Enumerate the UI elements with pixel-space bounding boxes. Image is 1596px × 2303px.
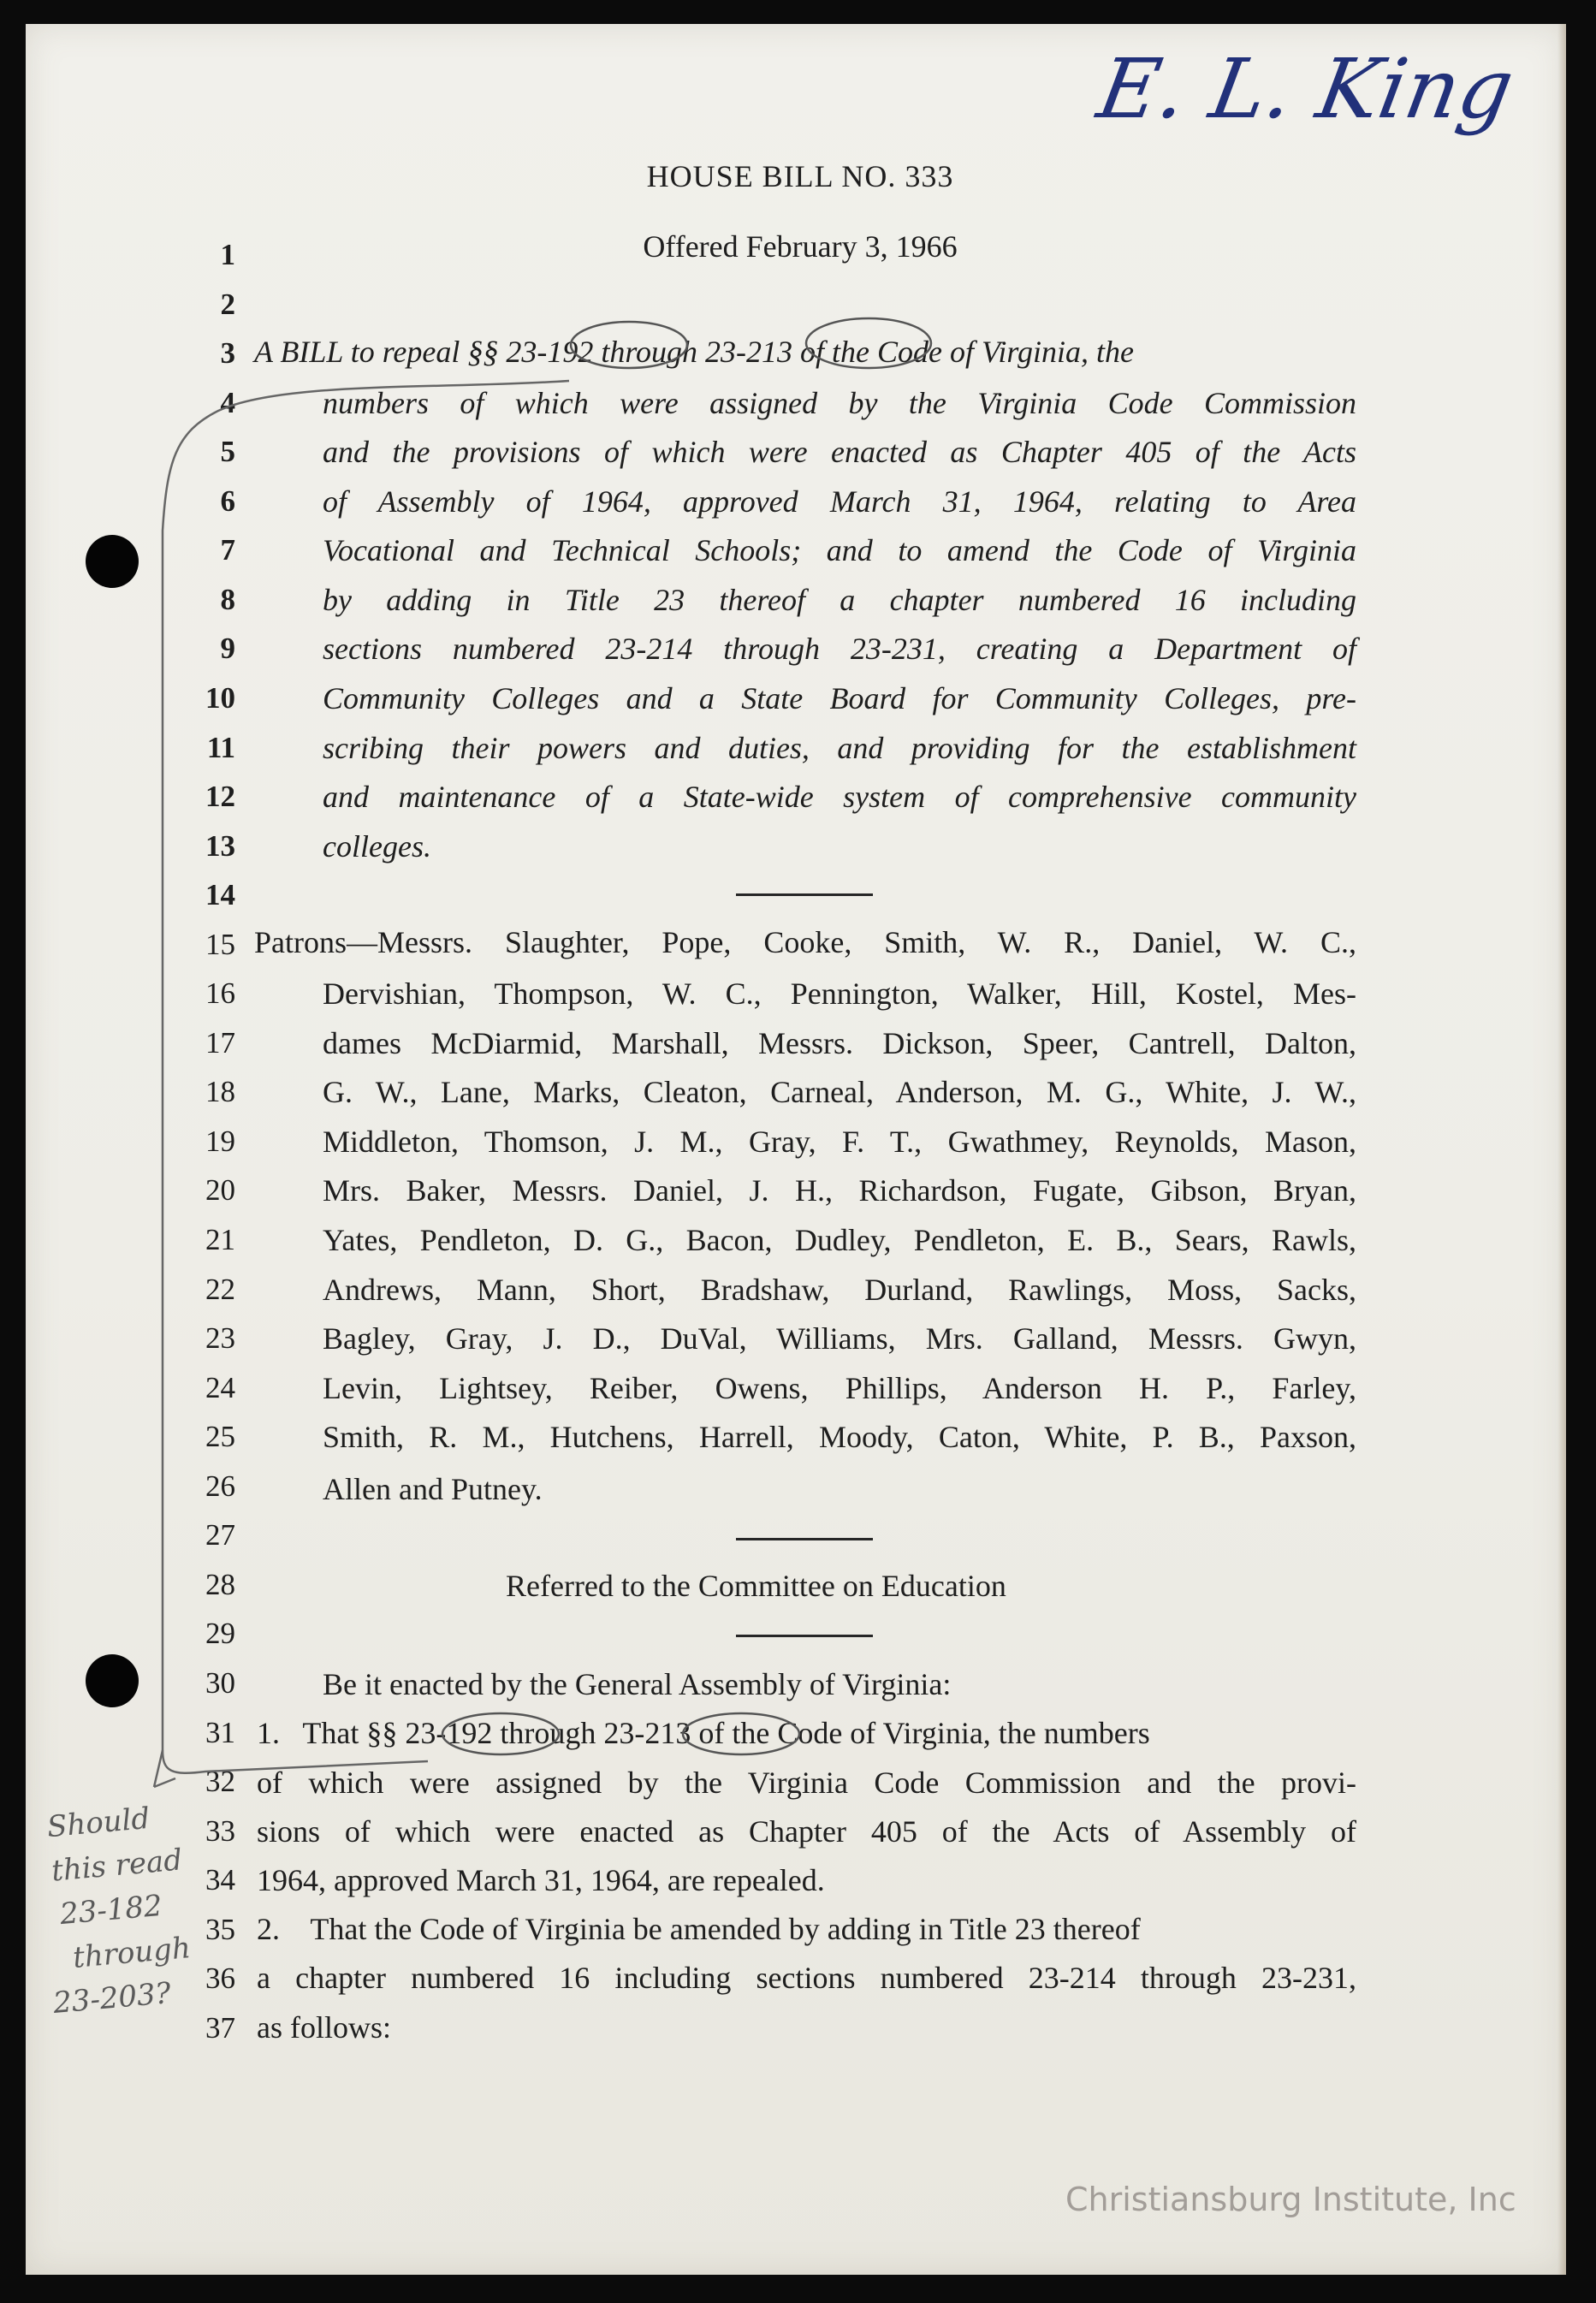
bill-title: HOUSE BILL NO. 333 bbox=[646, 159, 954, 193]
line-number: 26 bbox=[205, 1469, 235, 1503]
enact-line-32: of which were assigned by the Virginia Code Commission and the provi- bbox=[257, 1766, 1356, 1800]
line-number: 7 bbox=[220, 533, 235, 567]
bill-line: of Assembly of 1964, approved March 31, 1964, relating to Area bbox=[323, 484, 1356, 519]
bill-suffix: of the Code of Virginia, the bbox=[800, 335, 1134, 369]
patrons-line: G. W., Lane, Marks, Cleaton, Carneal, Anderson, M. G., White, J. W., bbox=[323, 1075, 1356, 1110]
handwritten-signature: E. L. King bbox=[1091, 41, 1521, 137]
pencil-bracket-line bbox=[163, 381, 569, 1773]
bill-line: numbers of which were assigned by the Virginia Code Commission bbox=[323, 385, 1356, 420]
circle-ref-23-213-second bbox=[683, 1713, 799, 1754]
patrons-line: Levin, Lightsey, Reiber, Owens, Phillips, Anderson H. P., Farley, bbox=[323, 1370, 1356, 1405]
bill-line: colleges. bbox=[323, 828, 431, 864]
offered-date: Offered February 3, 1966 bbox=[643, 229, 958, 264]
enact-line-36: a chapter numbered 16 including sections numbered 23-214 through 23-231, bbox=[257, 1961, 1356, 1995]
line-number: 8 bbox=[220, 582, 235, 616]
margin-note-1: Should bbox=[45, 1801, 151, 1845]
enact-line-37: as follows: bbox=[257, 2010, 391, 2045]
margin-note-5: 23-203? bbox=[51, 1976, 173, 2021]
line-number: 24 bbox=[205, 1370, 235, 1404]
line-number: 10 bbox=[205, 680, 235, 715]
line-number: 37 bbox=[205, 2010, 235, 2045]
patrons-line: Dervishian, Thompson, W. C., Pennington, Walker, Hill, Kostel, Mes- bbox=[323, 976, 1356, 1012]
bill-line: by adding in Title 23 thereof a chapter numbered 16 including bbox=[323, 582, 1356, 617]
line-number: 32 bbox=[205, 1765, 235, 1799]
line-number: 1 bbox=[220, 238, 235, 271]
pencil-arrow bbox=[154, 1750, 175, 1787]
line-number: 19 bbox=[205, 1124, 235, 1158]
line-number: 14 bbox=[205, 878, 235, 912]
line-number: 21 bbox=[205, 1223, 235, 1256]
line-number: 23 bbox=[205, 1321, 235, 1356]
watermark: Christiansburg Institute, Inc bbox=[1065, 2181, 1516, 2218]
line-number: 33 bbox=[205, 1813, 235, 1848]
line-number: 9 bbox=[220, 632, 235, 666]
line-number: 4 bbox=[220, 385, 235, 419]
patrons-line: Yates, Pendleton, D. G., Bacon, Dudley, Pendleton, E. B., Sears, Rawls, bbox=[323, 1223, 1356, 1257]
patrons-line: Smith, R. M., Hutchens, Harrell, Moody, Caton, White, P. B., Paxson, bbox=[323, 1420, 1356, 1455]
line-number: 22 bbox=[205, 1272, 235, 1306]
circle-ref-23-192 bbox=[571, 322, 687, 368]
line-number: 18 bbox=[205, 1075, 235, 1109]
line-number: 34 bbox=[205, 1863, 235, 1897]
line-number: 29 bbox=[205, 1617, 235, 1651]
line-number: 11 bbox=[206, 730, 235, 764]
line-number: 31 bbox=[205, 1715, 235, 1749]
section-number: 1. bbox=[257, 1716, 280, 1750]
line-number: 3 bbox=[220, 336, 235, 371]
bill-line: scribing their powers and duties, and providing for the establishment bbox=[323, 730, 1356, 765]
circle-ref-23-192-second bbox=[442, 1713, 559, 1754]
enactment-intro: Be it enacted by the General Assembly of Virginia: bbox=[323, 1667, 952, 1701]
patrons-line: dames McDiarmid, Marshall, Messrs. Dickson, Speer, Cantrell, Dalton, bbox=[323, 1025, 1356, 1060]
line-number: 25 bbox=[205, 1420, 235, 1454]
line-number: 12 bbox=[205, 780, 235, 814]
margin-note-4: through bbox=[71, 1931, 193, 1975]
line-number: 35 bbox=[205, 1912, 235, 1946]
line-number: 6 bbox=[220, 484, 235, 518]
patrons-line-15: Patrons—Messrs. Slaughter, Pope, Cooke, Smith, W. R., Daniel, W. C., bbox=[254, 925, 1356, 959]
enact-prefix: That §§ bbox=[302, 1716, 398, 1750]
bill-line: and the provisions of which were enacted as Chapter 405 of the Acts bbox=[323, 435, 1356, 470]
code-ref-23-213: 23-213 bbox=[705, 335, 793, 369]
line-number: 5 bbox=[220, 435, 235, 469]
patrons-line: Middleton, Thomson, J. M., Gray, F. T., Gwathmey, Reynolds, Mason, bbox=[323, 1124, 1356, 1159]
patrons-last: Allen and Putney. bbox=[323, 1472, 543, 1506]
bill-line: Community Colleges and a State Board for Community Colleges, pre- bbox=[323, 680, 1356, 715]
patrons-line: Mrs. Baker, Messrs. Daniel, J. H., Richardson, Fugate, Gibson, Bryan, bbox=[323, 1173, 1356, 1208]
bill-prefix: A BILL to repeal §§ bbox=[254, 335, 499, 369]
code-ref-23-213-second: 23-213 bbox=[603, 1716, 691, 1750]
enact-line-34: 1964, approved March 31, 1964, are repealed. bbox=[257, 1863, 825, 1897]
enact-through: through bbox=[500, 1716, 596, 1750]
line-number: 30 bbox=[205, 1665, 235, 1700]
bill-line: Vocational and Technical Schools; and to amend the Code of Virginia bbox=[323, 533, 1356, 568]
line-number: 20 bbox=[205, 1173, 235, 1208]
margin-note-3: 23-182 bbox=[58, 1888, 164, 1932]
enact-suffix: of the Code of Virginia, the numbers bbox=[698, 1716, 1150, 1750]
circle-ref-23-213 bbox=[806, 318, 931, 368]
patrons-line: Bagley, Gray, J. D., DuVal, Williams, Mrs. Galland, Messrs. Gwyn, bbox=[323, 1321, 1356, 1356]
bill-through: through bbox=[601, 335, 698, 369]
line-number: 16 bbox=[205, 976, 235, 1011]
enact-line-33: sions of which were enacted as Chapter 405 of the Acts of Assembly of bbox=[257, 1814, 1356, 1849]
line-number: 13 bbox=[205, 828, 235, 863]
section-number-2: 2. bbox=[257, 1912, 280, 1946]
line-number: 15 bbox=[205, 927, 235, 961]
line-number: 36 bbox=[205, 1962, 235, 1996]
bill-line: and maintenance of a State-wide system of comprehensive community bbox=[323, 780, 1356, 815]
margin-note-2: this read bbox=[50, 1843, 184, 1889]
line-number: 2 bbox=[220, 287, 235, 321]
line-number: 27 bbox=[205, 1518, 235, 1552]
enact-line-35-text: That the Code of Virginia be amended by adding in Title 23 thereof bbox=[310, 1912, 1141, 1946]
line-number: 17 bbox=[205, 1025, 235, 1059]
code-ref-23-192-second: 23-192 bbox=[405, 1716, 493, 1750]
bill-line: sections numbered 23-214 through 23-231, creating a Department of bbox=[323, 632, 1356, 667]
line-number: 28 bbox=[205, 1567, 235, 1601]
code-ref-23-192: 23-192 bbox=[506, 335, 594, 369]
patrons-line: Andrews, Mann, Short, Bradshaw, Durland, Rawlings, Moss, Sacks, bbox=[323, 1272, 1356, 1307]
referred-committee: Referred to the Committee on Education bbox=[506, 1569, 1006, 1603]
